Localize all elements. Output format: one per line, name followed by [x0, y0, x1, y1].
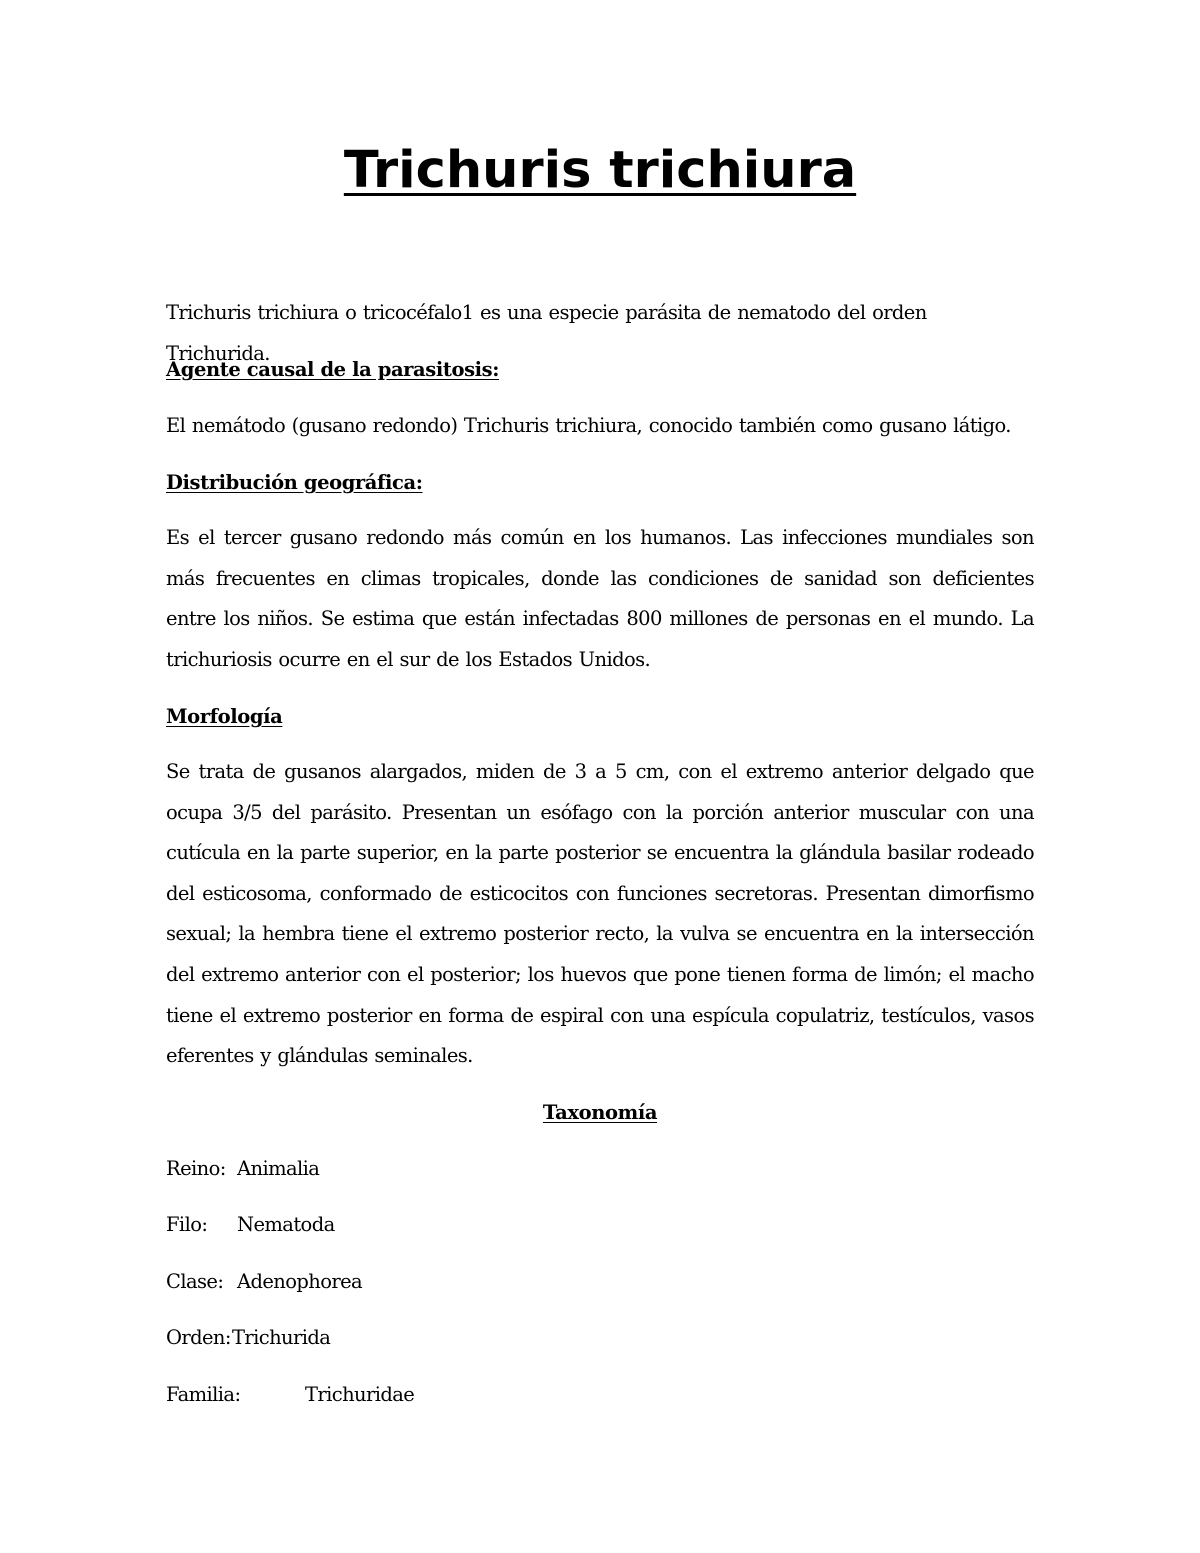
section-text-distribucion: Es el tercer gusano redondo más común en los humanos. Las infecciones mundiales son más frecuentes en climas tropicales, donde las condiciones de sanidad son deficientes entre los niños. Se estima que están infectadas 800 millones de personas en el mundo. La trichuriosis ocurre en el sur de los Estados Unidos. [166, 526, 1034, 671]
document-title: Trichuris trichiura [343, 141, 857, 200]
taxonomy-label: Reino: [166, 1157, 226, 1180]
taxonomy-heading: Taxonomía [542, 1101, 658, 1124]
taxonomy-label: Orden: [166, 1326, 231, 1349]
taxonomy-value: Animalia [237, 1157, 320, 1180]
taxonomy-value: Trichurida [232, 1326, 331, 1349]
section-heading-agente-causal: Agente causal de la parasitosis: [166, 358, 500, 381]
taxonomy-label: Clase: [166, 1270, 224, 1293]
taxonomy-value: Trichuridae [305, 1383, 415, 1406]
section-heading-morfologia: Morfología [166, 705, 283, 728]
section-text-morfologia: Se trata de gusanos alargados, miden de 3 a 5 cm, con el extremo anterior delgado que ocupa 3/5 del parásito. Presentan un esófago con la porción anterior muscular con una cutícula en la parte superior, en la parte posterior se encuentra la glándula basilar rodeado del esticosoma, conformado de esticocitos con funciones secretoras. Presentan dimorfismo sexual; la hembra tiene el extremo posterior recto, la vulva se encuentra en la intersección del extremo anterior con el posterior; los huevos que pone tienen forma de limón; el macho tiene el extremo posterior en forma de espiral con una espícula copulatriz, testículos, vasos eferentes y glándulas seminales. [166, 760, 1034, 1068]
taxonomy-value: Adenophorea [237, 1270, 363, 1293]
taxonomy-value: Nematoda [237, 1213, 335, 1236]
intro-paragraph: Trichuris trichiura o tricocéfalo1 es una especie parásita de nematodo del orden Trichurida. [166, 301, 927, 365]
section-heading-distribucion: Distribución geográfica: [166, 471, 423, 494]
taxonomy-label: Filo: [166, 1213, 208, 1236]
taxonomy-label: Familia: [166, 1383, 241, 1406]
section-text-agente-causal: El nemátodo (gusano redondo) Trichuris trichiura, conocido también como gusano látigo. [166, 414, 1011, 437]
